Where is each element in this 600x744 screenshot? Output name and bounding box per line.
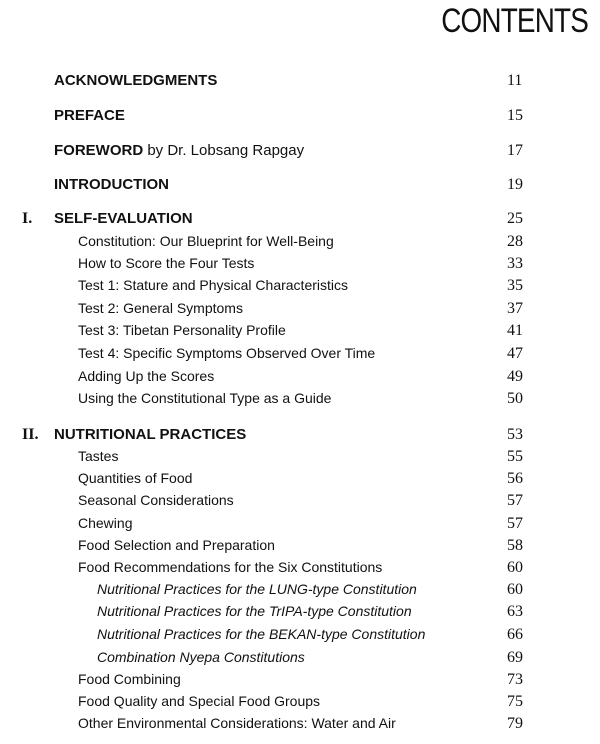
toc-entry-preface[interactable] — [0, 107, 600, 131]
entry-page-number: 60 — [507, 559, 523, 576]
toc-entry-introduction[interactable] — [0, 176, 600, 200]
entry-label: Adding Up the Scores — [78, 368, 215, 384]
entry-label: Other Environmental Considerations: Water and Air — [78, 715, 396, 731]
entry-page-number: 56 — [507, 470, 523, 487]
entry-page-number: 15 — [507, 107, 523, 124]
entry-page-number: 66 — [507, 626, 523, 643]
entry-label: Test 1: Stature and Physical Characteristics — [78, 277, 349, 293]
entry-page-number: 19 — [507, 176, 523, 193]
entry-label: FOREWORD by Dr. Lobsang Rapgay — [54, 142, 305, 159]
entry-label: Using the Constitutional Type as a Guide — [78, 390, 332, 406]
toc-entry[interactable] — [0, 537, 600, 561]
entry-label: Seasonal Considerations — [78, 492, 234, 508]
entry-label: Test 4: Specific Symptoms Observed Over Time — [78, 345, 376, 361]
entry-page-number: 17 — [507, 142, 523, 159]
toc-entry[interactable] — [0, 515, 600, 539]
entry-page-number: 79 — [507, 715, 523, 732]
entry-label: Nutritional Practices for the BEKAN-type Constitution — [97, 626, 426, 642]
section-number: II. — [22, 426, 39, 443]
entry-page-number: 53 — [507, 426, 523, 443]
entry-label: Test 2: General Symptoms — [78, 300, 243, 316]
entry-label-suffix: by Dr. Lobsang Rapgay — [143, 142, 305, 159]
entry-page-number: 49 — [507, 368, 523, 385]
entry-page-number: 47 — [507, 345, 523, 362]
toc-entry[interactable] — [0, 255, 600, 279]
toc-entry[interactable] — [0, 492, 600, 516]
entry-page-number: 73 — [507, 671, 523, 688]
entry-label: How to Score the Four Tests — [78, 255, 255, 271]
entry-page-number: 37 — [507, 300, 523, 317]
entry-page-number: 35 — [507, 277, 523, 294]
entry-page-number: 41 — [507, 322, 523, 339]
entry-label: Food Recommendations for the Six Constitutions — [78, 559, 383, 575]
entry-label: Food Quality and Special Food Groups — [78, 693, 321, 709]
toc-entry[interactable] — [0, 322, 600, 346]
toc-entry[interactable] — [0, 368, 600, 392]
entry-label: INTRODUCTION — [54, 176, 169, 193]
toc-entry[interactable] — [0, 345, 600, 369]
entry-page-number: 60 — [507, 581, 523, 598]
entry-label: Tastes — [78, 448, 119, 464]
toc-entry[interactable] — [0, 300, 600, 324]
toc-entry[interactable] — [0, 277, 600, 301]
entry-page-number: 75 — [507, 693, 523, 710]
entry-page-number: 25 — [507, 210, 523, 227]
entry-page-number: 58 — [507, 537, 523, 554]
toc-entry[interactable] — [0, 693, 600, 717]
entry-page-number: 57 — [507, 515, 523, 532]
toc-entry[interactable] — [0, 603, 600, 627]
entry-label: PREFACE — [54, 107, 125, 124]
entry-label: NUTRITIONAL PRACTICES — [54, 426, 247, 443]
entry-page-number: 11 — [507, 72, 523, 89]
toc-entry-foreword[interactable] — [0, 142, 600, 166]
toc-entry[interactable] — [0, 671, 600, 695]
toc-entry[interactable] — [0, 581, 600, 605]
entry-page-number: 33 — [507, 255, 523, 272]
entry-page-number: 57 — [507, 492, 523, 509]
toc-entry[interactable] — [0, 649, 600, 673]
toc-entry[interactable] — [0, 559, 600, 583]
entry-label: SELF-EVALUATION — [54, 210, 193, 227]
entry-page-number: 28 — [507, 233, 523, 250]
entry-label: Nutritional Practices for the TrIPA-type Constitution — [97, 603, 412, 619]
toc-entry[interactable] — [0, 390, 600, 414]
entry-label: Chewing — [78, 515, 133, 531]
toc-entry[interactable] — [0, 448, 600, 472]
toc-entry-self-evaluation[interactable] — [0, 210, 600, 234]
entry-page-number: 63 — [507, 603, 523, 620]
entry-page-number: 69 — [507, 649, 523, 666]
toc-entry[interactable] — [0, 626, 600, 650]
entry-label: Test 3: Tibetan Personality Profile — [78, 322, 286, 338]
entry-label: Combination Nyepa Constitutions — [97, 649, 305, 665]
entry-label: Quantities of Food — [78, 470, 193, 486]
section-number: I. — [22, 210, 33, 227]
toc-entry[interactable] — [0, 233, 600, 257]
entry-label: Food Combining — [78, 671, 181, 687]
entry-label: Food Selection and Preparation — [78, 537, 275, 553]
entry-page-number: 55 — [507, 448, 523, 465]
entry-label: ACKNOWLEDGMENTS — [54, 72, 218, 89]
entry-label: Constitution: Our Blueprint for Well-Being — [78, 233, 334, 249]
toc-entry-acknowledgments[interactable] — [0, 72, 600, 96]
entry-label: Nutritional Practices for the LUNG-type Constitution — [97, 581, 417, 597]
toc-entry-nutritional-practices[interactable] — [0, 426, 600, 450]
page-title: CONTENTS — [441, 2, 588, 40]
entry-page-number: 50 — [507, 390, 523, 407]
toc-entry[interactable] — [0, 715, 600, 739]
toc-entry[interactable] — [0, 470, 600, 494]
